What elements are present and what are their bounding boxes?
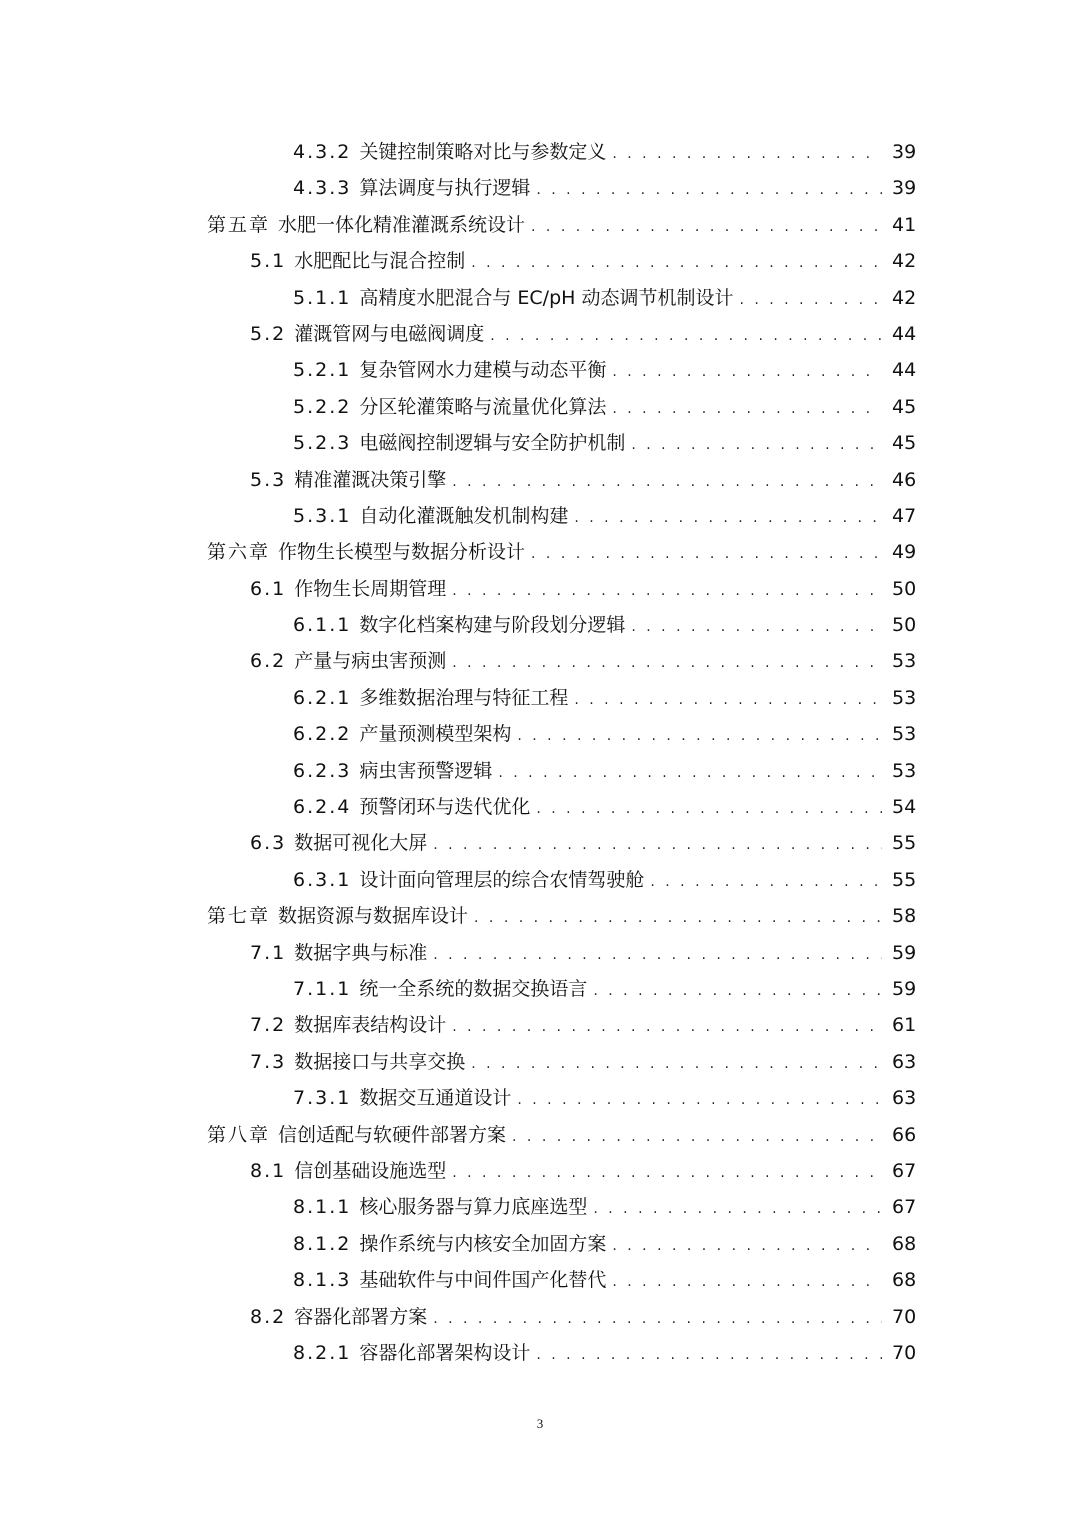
toc-entry[interactable] <box>0 170 1080 206</box>
toc-entry-page-number: 68 <box>892 1269 917 1292</box>
toc-entry-title: 预警闭环与迭代优化 <box>359 796 531 819</box>
toc-entry[interactable] <box>0 1117 1080 1153</box>
dot-leader <box>612 1228 882 1264</box>
toc-entry-title: 产量预测模型架构 <box>359 723 512 746</box>
dot-leader <box>490 318 882 354</box>
toc-entry-number: 6.2.2 <box>293 723 352 746</box>
toc-entry-number: 6.2.1 <box>293 686 352 709</box>
dot-leader <box>531 209 882 245</box>
toc-entry-page-number: 41 <box>892 213 917 236</box>
toc-entry-page-number: 49 <box>892 541 917 564</box>
toc-entry-number: 6.2 <box>250 650 287 673</box>
toc-entry-number: 5.3.1 <box>293 504 352 527</box>
toc-entry-page-number: 67 <box>892 1196 917 1219</box>
toc-entry-title: 信创基础设施选型 <box>294 1159 447 1182</box>
toc-entry-title: 灌溉管网与电磁阀调度 <box>294 322 485 345</box>
dot-leader <box>536 1337 882 1373</box>
toc-entry[interactable] <box>0 534 1080 570</box>
dot-leader <box>536 791 882 827</box>
toc-entry-number: 第六章 <box>207 541 271 564</box>
dot-leader <box>650 864 882 900</box>
dot-leader <box>433 937 882 973</box>
toc-entry-title: 统一全系统的数据交换语言 <box>359 977 588 1000</box>
toc-entry-page-number: 44 <box>892 322 917 345</box>
dot-leader <box>498 755 882 791</box>
toc-entry[interactable] <box>0 1189 1080 1225</box>
toc-entry-page-number: 50 <box>892 577 917 600</box>
toc-entry-title: 数据可视化大屏 <box>294 832 428 855</box>
toc-entry-title: 容器化部署架构设计 <box>359 1341 531 1364</box>
toc-entry-title: 高精度水肥混合与 EC/pH 动态调节机制设计 <box>359 286 734 309</box>
toc-entry-page-number: 70 <box>892 1305 917 1328</box>
toc-entry-page-number: 53 <box>892 650 917 673</box>
toc-entry-title: 关键控制策略对比与参数定义 <box>359 141 607 163</box>
toc-entry-page-number: 68 <box>892 1232 917 1255</box>
toc-entry-number: 5.2 <box>250 322 287 345</box>
toc-entry-number: 4.3.3 <box>293 177 352 200</box>
toc-entry[interactable] <box>0 1080 1080 1116</box>
dot-leader <box>452 645 882 681</box>
toc-entry-number: 5.1.1 <box>293 286 352 309</box>
toc-entry-title: 算法调度与执行逻辑 <box>359 177 531 200</box>
toc-entry-page-number: 39 <box>892 177 917 200</box>
toc-entry-page-number: 63 <box>892 1050 917 1073</box>
toc-entry[interactable] <box>0 1262 1080 1298</box>
toc-entry[interactable] <box>0 1335 1080 1371</box>
toc-entry-page-number: 47 <box>892 504 917 527</box>
toc-entry-number: 第五章 <box>207 213 271 236</box>
dot-leader <box>612 136 882 172</box>
toc-entry-number: 5.2.2 <box>293 395 352 418</box>
dot-leader <box>474 900 882 936</box>
dot-leader <box>631 427 882 463</box>
dot-leader <box>593 1191 882 1227</box>
toc-entry-number: 5.1 <box>250 250 287 273</box>
toc-entry-number: 6.1 <box>250 577 287 600</box>
toc-entry[interactable] <box>0 425 1080 461</box>
dot-leader <box>612 354 882 390</box>
dot-leader <box>531 536 882 572</box>
dot-leader <box>433 827 882 863</box>
toc-entry-title: 精准灌溉决策引擎 <box>294 468 447 491</box>
toc-entry[interactable] <box>0 389 1080 425</box>
dot-leader <box>452 573 882 609</box>
toc-entry-number: 5.3 <box>250 468 287 491</box>
toc-entry-number: 7.3 <box>250 1050 287 1073</box>
toc-entry-number: 7.2 <box>250 1014 287 1037</box>
toc-entry[interactable] <box>0 971 1080 1007</box>
toc-entry-page-number: 45 <box>892 432 917 455</box>
dot-leader <box>452 1009 882 1045</box>
toc-entry[interactable] <box>0 789 1080 825</box>
toc-entry[interactable] <box>0 1299 1080 1335</box>
toc-entry-title: 作物生长周期管理 <box>294 577 447 600</box>
toc-entry-number: 6.1.1 <box>293 614 352 637</box>
dot-leader <box>574 682 882 718</box>
dot-leader <box>433 1301 882 1337</box>
toc-entry-page-number: 63 <box>892 1087 917 1110</box>
toc-entry-title: 操作系统与内核安全加固方案 <box>359 1232 607 1255</box>
toc-entry-page-number: 59 <box>892 977 917 1000</box>
toc-entry-number: 6.2.4 <box>293 796 352 819</box>
toc-entry-number: 8.2 <box>250 1305 287 1328</box>
toc-entry-title: 复杂管网水力建模与动态平衡 <box>359 359 607 382</box>
page-number: 3 <box>536 1416 544 1431</box>
dot-leader <box>452 464 882 500</box>
toc-entry-title: 水肥配比与混合控制 <box>294 250 466 273</box>
toc-entry[interactable] <box>0 280 1080 316</box>
toc-entry-number: 7.1.1 <box>293 977 352 1000</box>
toc-entry[interactable] <box>0 862 1080 898</box>
dot-leader <box>593 973 882 1009</box>
toc-entry[interactable] <box>0 680 1080 716</box>
toc-entry-page-number: 55 <box>892 832 917 855</box>
toc-entry[interactable] <box>0 243 1080 279</box>
dot-leader <box>452 1155 882 1191</box>
toc-entry-number: 7.1 <box>250 941 287 964</box>
toc-entry-number: 6.3.1 <box>293 868 352 891</box>
toc-entry-page-number: 53 <box>892 759 917 782</box>
toc-entry-title: 水肥一体化精准灌溉系统设计 <box>278 213 526 236</box>
dot-leader <box>517 1082 882 1118</box>
toc-entry-title: 基础软件与中间件国产化替代 <box>359 1269 607 1292</box>
toc-entry-title: 电磁阀控制逻辑与安全防护机制 <box>359 432 626 455</box>
toc-entry[interactable] <box>0 643 1080 679</box>
toc-entry-number: 8.1 <box>250 1159 287 1182</box>
toc-entry[interactable] <box>0 571 1080 607</box>
toc-entry-title: 数据交互通道设计 <box>359 1087 512 1110</box>
toc-entry-number: 6.3 <box>250 832 287 855</box>
toc-entry-page-number: 42 <box>892 250 917 273</box>
toc-entry-title: 数据字典与标准 <box>294 941 428 964</box>
toc-entry-title: 数据资源与数据库设计 <box>278 905 469 928</box>
toc-entry-number: 5.2.1 <box>293 359 352 382</box>
toc-entry-title: 自动化灌溉触发机制构建 <box>359 504 569 527</box>
dot-leader <box>739 282 882 318</box>
toc-entry[interactable] <box>0 498 1080 534</box>
toc-entry[interactable] <box>0 1153 1080 1189</box>
toc-entry-page-number: 54 <box>892 796 917 819</box>
toc-entry-number: 8.1.1 <box>293 1196 352 1219</box>
toc-entry-title: 作物生长模型与数据分析设计 <box>278 541 526 564</box>
toc-entry-page-number: 50 <box>892 614 917 637</box>
table-of-contents <box>0 134 1080 1371</box>
toc-entry-title: 病虫害预警逻辑 <box>359 759 493 782</box>
toc-entry[interactable] <box>0 207 1080 243</box>
toc-entry-title: 数据接口与共享交换 <box>294 1050 466 1073</box>
toc-entry-page-number: 55 <box>892 868 917 891</box>
toc-entry-page-number: 46 <box>892 468 917 491</box>
toc-entry-title: 数据库表结构设计 <box>294 1014 447 1037</box>
toc-entry[interactable] <box>0 716 1080 752</box>
toc-entry-number: 第七章 <box>207 905 271 928</box>
toc-entry[interactable] <box>0 898 1080 934</box>
toc-entry-number: 8.1.3 <box>293 1269 352 1292</box>
toc-entry-number: 4.3.2 <box>293 141 352 163</box>
toc-entry-page-number: 39 <box>892 141 917 163</box>
dot-leader <box>471 245 882 281</box>
toc-entry[interactable] <box>0 1044 1080 1080</box>
toc-entry-page-number: 70 <box>892 1341 917 1364</box>
toc-entry-title: 容器化部署方案 <box>294 1305 428 1328</box>
toc-entry-page-number: 42 <box>892 286 917 309</box>
toc-entry-title: 设计面向管理层的综合农情驾驶舱 <box>359 868 645 891</box>
toc-entry-number: 8.2.1 <box>293 1341 352 1364</box>
toc-entry-page-number: 58 <box>892 905 917 928</box>
dot-leader <box>517 718 882 754</box>
toc-entry-page-number: 66 <box>892 1123 917 1146</box>
dot-leader <box>574 500 882 536</box>
dot-leader <box>612 1264 882 1300</box>
toc-entry-page-number: 67 <box>892 1159 917 1182</box>
dot-leader <box>612 391 882 427</box>
toc-entry-title: 多维数据治理与特征工程 <box>359 686 569 709</box>
toc-entry[interactable] <box>0 316 1080 352</box>
toc-entry[interactable] <box>0 607 1080 643</box>
toc-entry-title: 核心服务器与算力底座选型 <box>359 1196 588 1219</box>
dot-leader <box>536 172 882 208</box>
toc-entry-title: 数字化档案构建与阶段划分逻辑 <box>359 614 626 637</box>
toc-entry-title: 产量与病虫害预测 <box>294 650 447 673</box>
toc-entry[interactable] <box>0 462 1080 498</box>
toc-entry[interactable] <box>0 134 1080 170</box>
toc-entry[interactable] <box>0 935 1080 971</box>
toc-entry[interactable] <box>0 352 1080 388</box>
toc-entry-page-number: 53 <box>892 723 917 746</box>
toc-entry-number: 6.2.3 <box>293 759 352 782</box>
toc-entry-page-number: 53 <box>892 686 917 709</box>
dot-leader <box>471 1046 882 1082</box>
toc-entry-page-number: 45 <box>892 395 917 418</box>
toc-entry-number: 5.2.3 <box>293 432 352 455</box>
toc-entry-title: 分区轮灌策略与流量优化算法 <box>359 395 607 418</box>
toc-entry-number: 7.3.1 <box>293 1087 352 1110</box>
toc-entry-page-number: 61 <box>892 1014 917 1037</box>
toc-entry-page-number: 44 <box>892 359 917 382</box>
toc-entry-number: 8.1.2 <box>293 1232 352 1255</box>
toc-entry-number: 第八章 <box>207 1123 271 1146</box>
dot-leader <box>512 1119 882 1155</box>
dot-leader <box>631 609 882 645</box>
toc-entry[interactable] <box>0 1007 1080 1043</box>
toc-entry[interactable] <box>0 1226 1080 1262</box>
toc-entry[interactable] <box>0 753 1080 789</box>
toc-entry-page-number: 59 <box>892 941 917 964</box>
toc-entry-title: 信创适配与软硬件部署方案 <box>278 1123 507 1146</box>
toc-entry[interactable] <box>0 825 1080 861</box>
